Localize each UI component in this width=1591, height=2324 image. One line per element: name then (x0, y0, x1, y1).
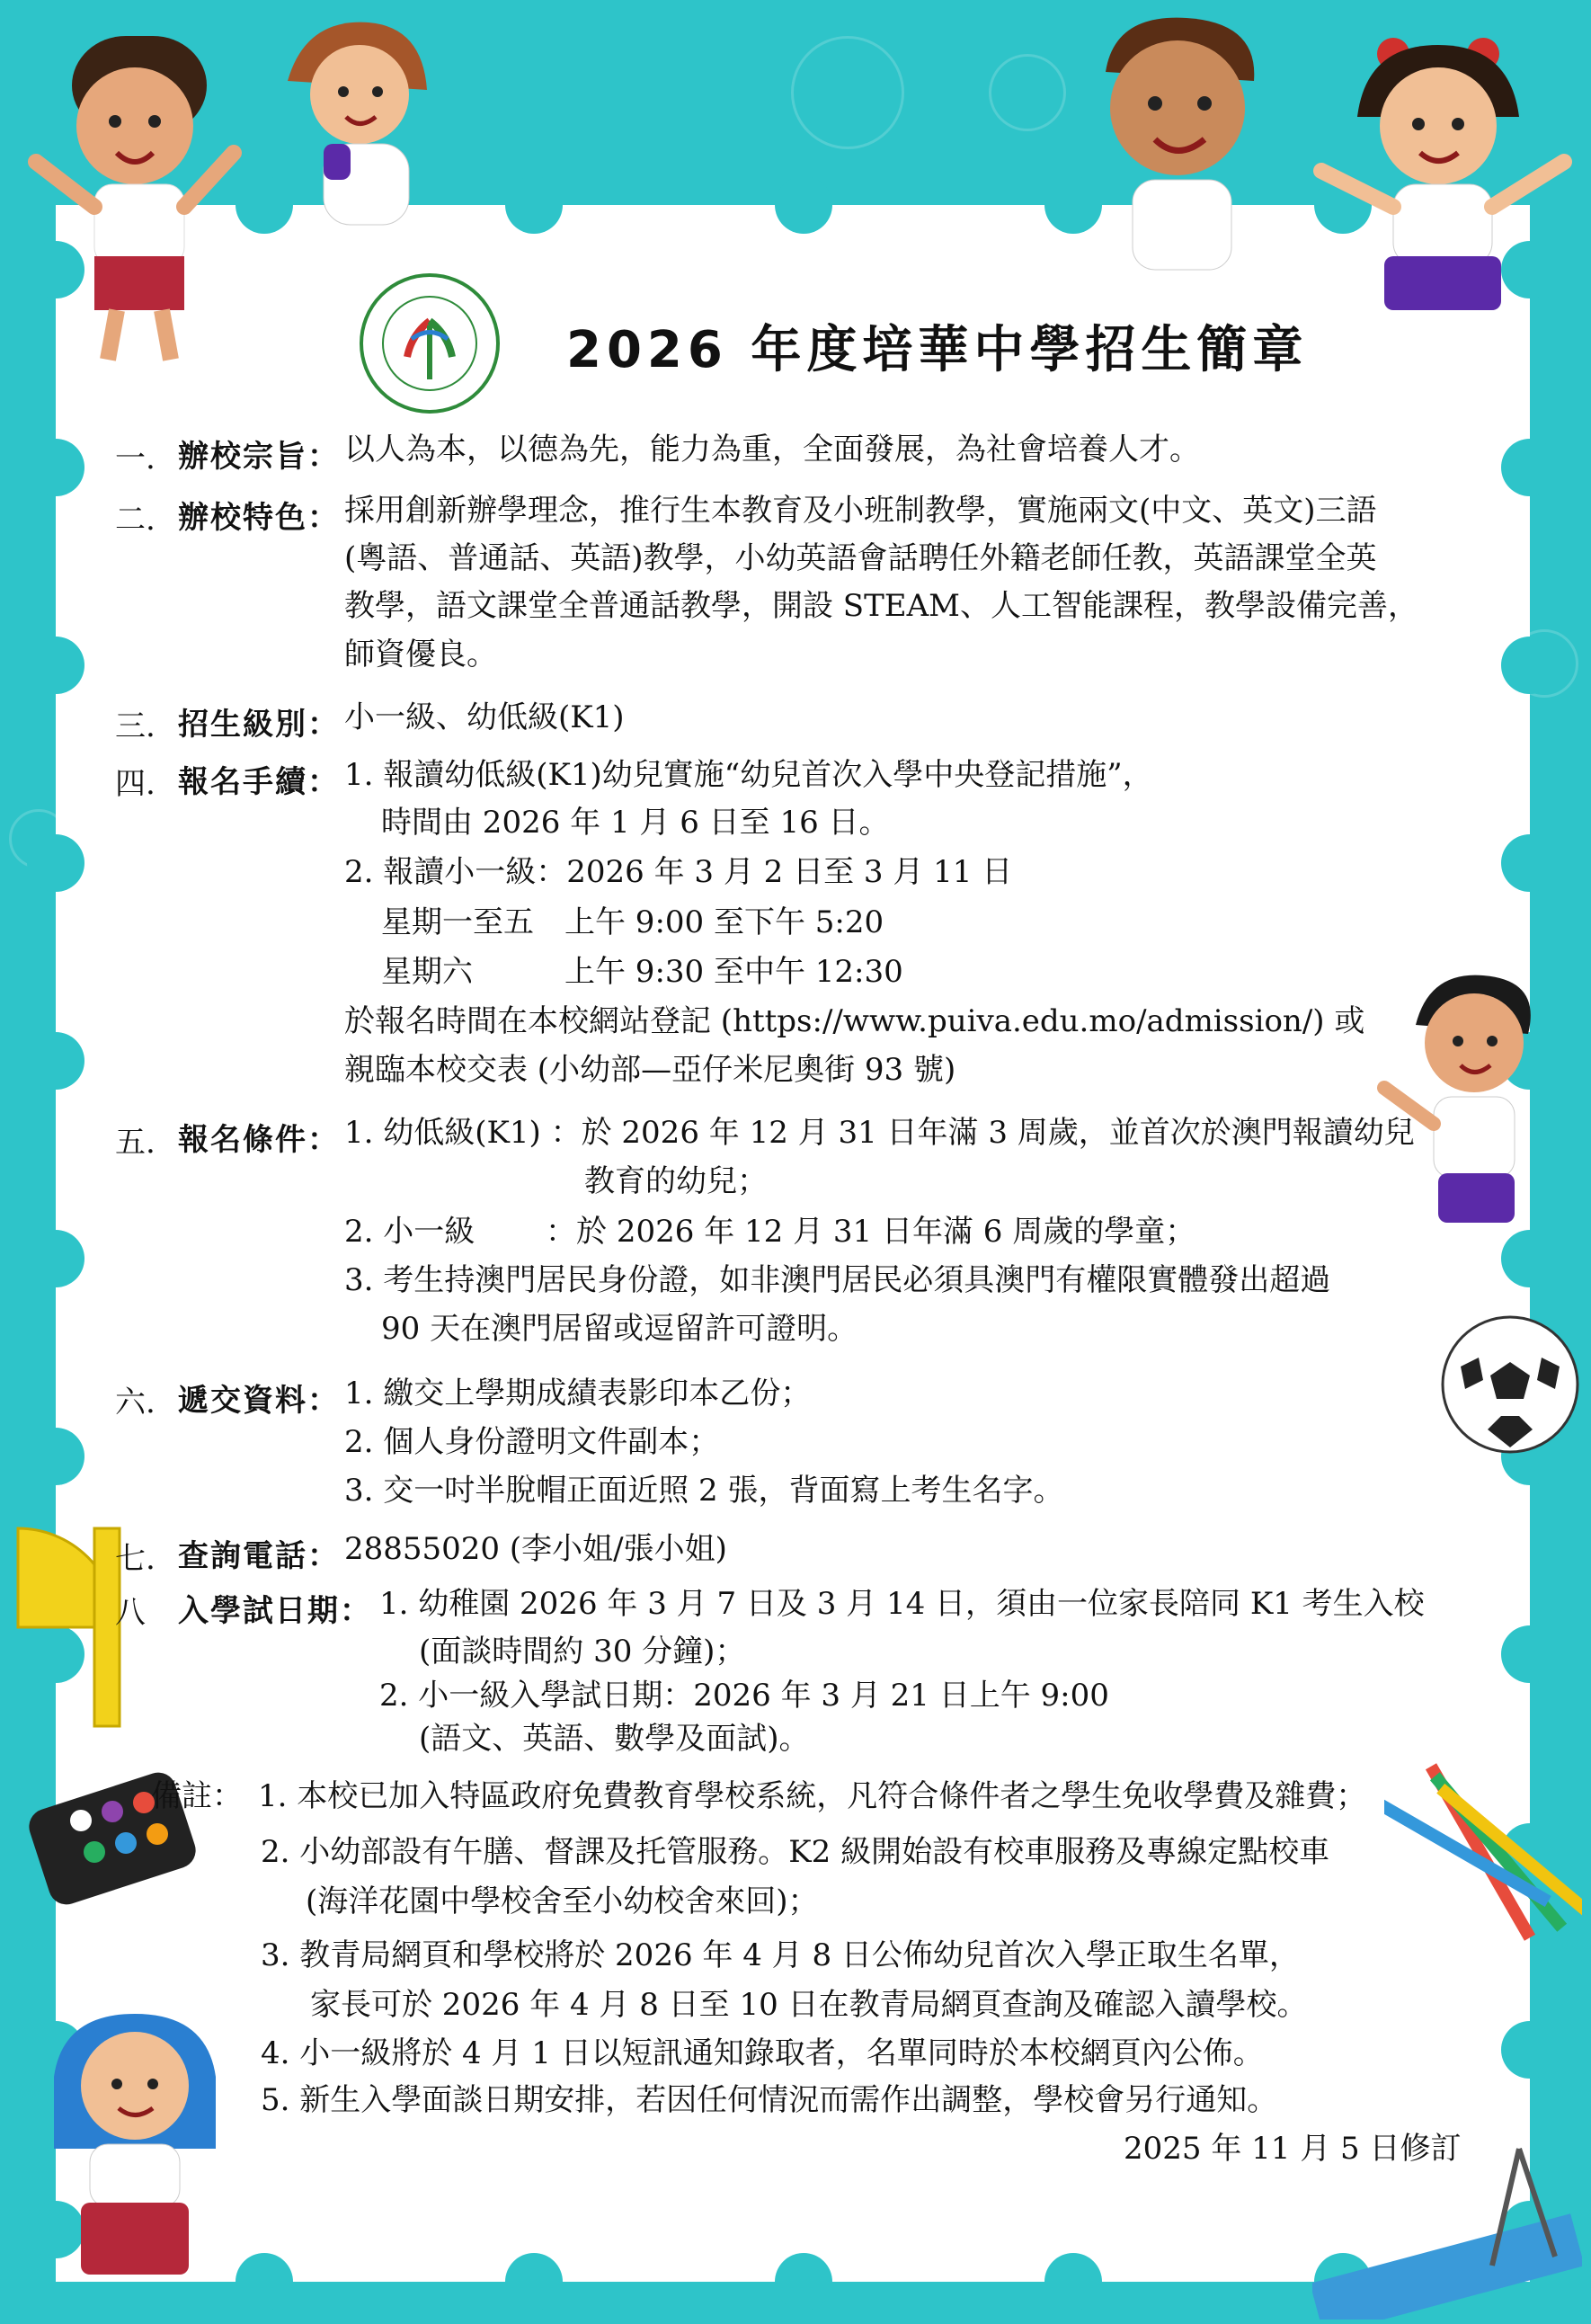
section-number: 八 (115, 1595, 146, 1631)
section-text: (面談時間約 30 分鐘)； (419, 1634, 746, 1670)
note-item: 1. 本校已加入特區政府免費教育學校系統，凡符合條件者之學生免收學費及雜費； (258, 1778, 1367, 1814)
section-text: 時間由 2026 年 1 月 6 日至 16 日。 (381, 805, 890, 841)
section-text: 1. 報讀幼低級(K1)幼兒實施“幼兒首次入學中央登記措施”， (344, 757, 1153, 793)
section-heading: 招生級別： (178, 707, 340, 743)
section-text: 星期六 上午 9:30 至中午 12:30 (381, 954, 903, 990)
section-text: 教學，語文課堂全普通話教學，開設 STEAM、人工智能課程，教學設備完善， (344, 588, 1418, 624)
colored-pencils-illustration (1384, 1753, 1582, 1969)
soccer-ball-illustration (1438, 1313, 1582, 1456)
section-heading: 報名手續： (178, 764, 340, 800)
boy-illustration (18, 27, 252, 369)
admission-link-text: 於報名時間在本校網站登記 (https://www.puiva.edu.mo/admission/) 或 (344, 1003, 1365, 1039)
section-text: 小一級、幼低級(K1) (344, 699, 625, 735)
section-text: 以人為本，以德為先，能力為重，全面發展，為社會培養人才。 (344, 432, 1200, 467)
section-number: 二. (115, 502, 156, 538)
notes-heading: 備註： (151, 1778, 243, 1814)
section-heading: 報名條件： (178, 1122, 340, 1158)
section-text: 2. 小一級入學試日期：2026 年 3 月 21 日上午 9:00 (379, 1678, 1109, 1714)
section-heading: 遞交資料： (178, 1383, 340, 1419)
section-number: 三. (115, 708, 156, 744)
section-heading: 查詢電話： (178, 1538, 340, 1574)
girl-top-right-illustration (1303, 18, 1573, 360)
note-item: 家長可於 2026 年 4 月 8 日至 10 日在教青局網頁查詢及確認入讀學校。 (310, 1987, 1308, 2023)
section-text: (語文、英語、數學及面試)。 (419, 1721, 810, 1757)
revision-date: 2025 年 11 月 5 日修訂 (1124, 2131, 1462, 2167)
frame-doodle (989, 54, 1066, 131)
page-title: 2026 年度培華中學招生簡章 (566, 321, 1309, 379)
note-item: 5. 新生入學面談日期安排，若因任何情況而需作出調整，學校會另行通知。 (261, 2082, 1278, 2118)
girl-bottom-left-illustration (27, 1996, 243, 2302)
note-item: 3. 教青局網頁和學校將於 2026 年 4 月 8 日公佈幼兒首次入學正取生名單， (261, 1937, 1300, 1973)
section-text: 採用創新辦學理念，推行生本教育及小班制教學，實施兩文(中文、英文)三語 (344, 493, 1377, 529)
section-heading: 辦校宗旨： (178, 439, 340, 475)
note-item: 4. 小一級將於 4 月 1 日以短訊通知錄取者，名單同時於本校網頁內公佈。 (261, 2035, 1264, 2071)
section-text: 教育的幼兒； (584, 1163, 768, 1199)
contact-phone: 28855020 (李小姐/張小姐) (344, 1531, 727, 1567)
section-number: 四. (115, 766, 156, 802)
section-text: 2. 報讀小一級：2026 年 3 月 2 日至 3 月 11 日 (344, 854, 1013, 890)
girl-jumping-illustration (270, 9, 449, 234)
section-text: 師資優良。 (344, 637, 497, 672)
section-text: 1. 繳交上學期成績表影印本乙份； (344, 1376, 812, 1411)
frame-doodle (791, 36, 904, 149)
boy-top-right-illustration (1061, 9, 1294, 279)
section-heading: 辦校特色： (178, 500, 340, 536)
section-number: 七. (115, 1541, 156, 1577)
section-text: (粵語、普通話、英語)教學，小幼英語會話聘任外籍老師任教，英語課堂全英 (344, 540, 1377, 576)
section-number: 六. (115, 1385, 156, 1420)
section-text: 3. 考生持澳門居民身份證，如非澳門居民必須具澳門有權限實體發出超過 (344, 1262, 1331, 1298)
note-item: (海洋花園中學校舍至小幼校舍來回)； (306, 1883, 819, 1919)
section-text: 親臨本校交表 (小幼部—亞仔米尼奧街 93 號) (344, 1052, 956, 1088)
section-text: 2. 個人身份證明文件副本； (344, 1424, 720, 1460)
section-text: 90 天在澳門居留或逗留許可證明。 (381, 1311, 858, 1347)
ruler-compass-illustration (1312, 2140, 1582, 2320)
section-text: 1. 幼低級(K1) ：於 2026 年 12 月 31 日年滿 3 周歲，並首次於澳門報讀幼兒 (344, 1115, 1415, 1151)
section-text: 2. 小一級 ：於 2026 年 12 月 31 日年滿 6 周歲的學童； (344, 1214, 1196, 1250)
section-text: 3. 交一吋半脫帽正面近照 2 張，背面寫上考生名字。 (344, 1473, 1064, 1509)
section-text: 1. 幼稚園 2026 年 3 月 7 日及 3 月 14 日，須由一位家長陪同 K1 考生入校 (379, 1586, 1425, 1622)
school-logo (358, 272, 502, 415)
note-item: 2. 小幼部設有午膳、督課及托管服務。K2 級開始設有校車服務及專線定點校車 (261, 1834, 1330, 1870)
section-number: 一. (115, 441, 156, 476)
section-heading: 入學試日期： (178, 1593, 372, 1629)
section-text: 星期一至五 上午 9:00 至下午 5:20 (381, 904, 884, 940)
section-number: 五. (115, 1125, 156, 1161)
